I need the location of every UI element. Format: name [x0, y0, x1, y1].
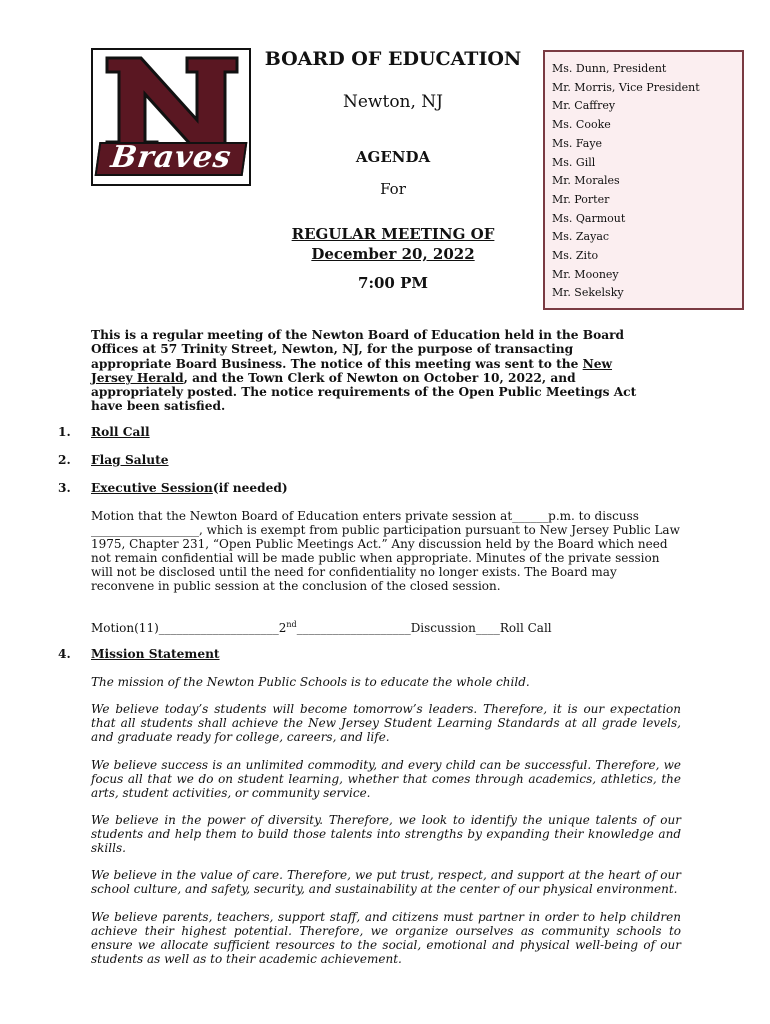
mission-paragraph: We believe in the value of care. Therefore, we put trust, respect, and support at the heart of our school culture, and safety, security, and sustainability at the center of our physical environment. [91, 868, 681, 896]
mission-paragraph: We believe parents, teachers, support staff, and citizens must partner in order to help children achieve their highest potential. Therefore, we organize ourselves as community schools to ensure we allocate sufficient resources to the social, emotional and physical well-being of our students as well as to their academic achievement. [91, 910, 681, 966]
logo-word: Braves [95, 142, 248, 176]
mission-paragraph: We believe success is an unlimited commodity, and every child can be successful. Therefore, we focus all that we do on student learning, whether that comes through academics, athletics, the arts, student activities, or community service. [91, 758, 681, 800]
item-number: 4. [58, 647, 71, 661]
member-item: Ms. Zito [552, 249, 599, 263]
meeting-time: 7:00 PM [358, 274, 428, 292]
for-label: For [380, 180, 406, 198]
district-logo [91, 48, 251, 186]
member-item: Ms. Gill [552, 155, 596, 169]
member-item: Ms. Qarmout [552, 211, 626, 225]
item-label: Mission Statement [91, 647, 220, 661]
motion-b: ___________________Discussion____Roll Call [296, 621, 552, 635]
motion-a: Motion(11)____________________2 [91, 621, 287, 635]
motion-sup: nd [286, 620, 297, 629]
board-title: BOARD OF EDUCATION [264, 48, 522, 70]
item-number: 1. [58, 425, 71, 439]
mission-paragraph: We believe today’s students will become tomorrow’s leaders. Therefore, it is our expectation that all students shall achieve the New Jersey Student Learning Standards at all grade levels, and graduate ready for college, careers, and life. [91, 702, 681, 744]
mission-paragraph: The mission of the Newton Public Schools is to educate the whole child. [91, 675, 530, 689]
meeting-notice [91, 328, 651, 414]
member-item: Mr. Mooney [552, 267, 619, 281]
item-label: Roll Call [91, 425, 150, 439]
meeting-title [262, 224, 524, 264]
member-item: Ms. Zayac [552, 230, 610, 244]
agenda-heading: AGENDA [355, 148, 431, 166]
item-number: 3. [58, 481, 71, 495]
meeting-title-line1: REGULAR MEETING OF [291, 225, 495, 243]
board-members-list [543, 50, 744, 310]
item-label: Flag Salute [91, 453, 169, 467]
member-item: Ms. Cooke [552, 118, 611, 132]
mission-paragraph: We believe in the power of diversity. Therefore, we look to identify the unique talents of our students and help them to build those talents into strengths by expanding their knowledge and skills. [91, 813, 681, 855]
member-item: Ms. Faye [552, 136, 603, 150]
newspaper-name: New Jersey Herald [91, 356, 613, 385]
member-item: Mr. Caffrey [552, 99, 616, 113]
item-number: 2. [58, 453, 71, 467]
executive-session-text: Motion that the Newton Board of Education enters private session at______p.m. to discuss __________________, which is exempt from public participation pursuant to New Jersey Public Law 1975, Chapter 231, “Open Public Meetings Act.” Any discussion held by the Board which need not remain confidential will be made public when appropriate. Minutes of the private session will not be disclosed until the need for confidentiality no longer exists. The Board may reconvene in public session at the conclusion of the closed session. [91, 509, 680, 593]
item-label: Executive Session [91, 481, 213, 495]
member-item: Mr. Porter [552, 192, 610, 206]
member-item: Mr. Morris, Vice President [552, 80, 700, 94]
member-item: Ms. Dunn, President [552, 62, 667, 75]
city-name: Newton, NJ [343, 92, 443, 112]
motion-line [91, 620, 552, 635]
meeting-date: December 20, 2022 [311, 245, 475, 263]
notice-text-1: This is a regular meeting of the Newton Board of Education held in the Board Offices at 57 Trinity Street, Newton, NJ, for the purpose of transacting appropriate Board Business. The notice of this meeting was sent to the [91, 328, 625, 371]
member-item: Mr. Morales [552, 174, 620, 188]
item-suffix: (if needed) [212, 481, 288, 495]
notice-text-2: , and the Town Clerk of Newton on October 10, 2022, and appropriately posted. The notice requirements of the Open Public Meetings Act have been satisfied. [91, 370, 637, 414]
member-item: Mr. Sekelsky [552, 286, 624, 300]
